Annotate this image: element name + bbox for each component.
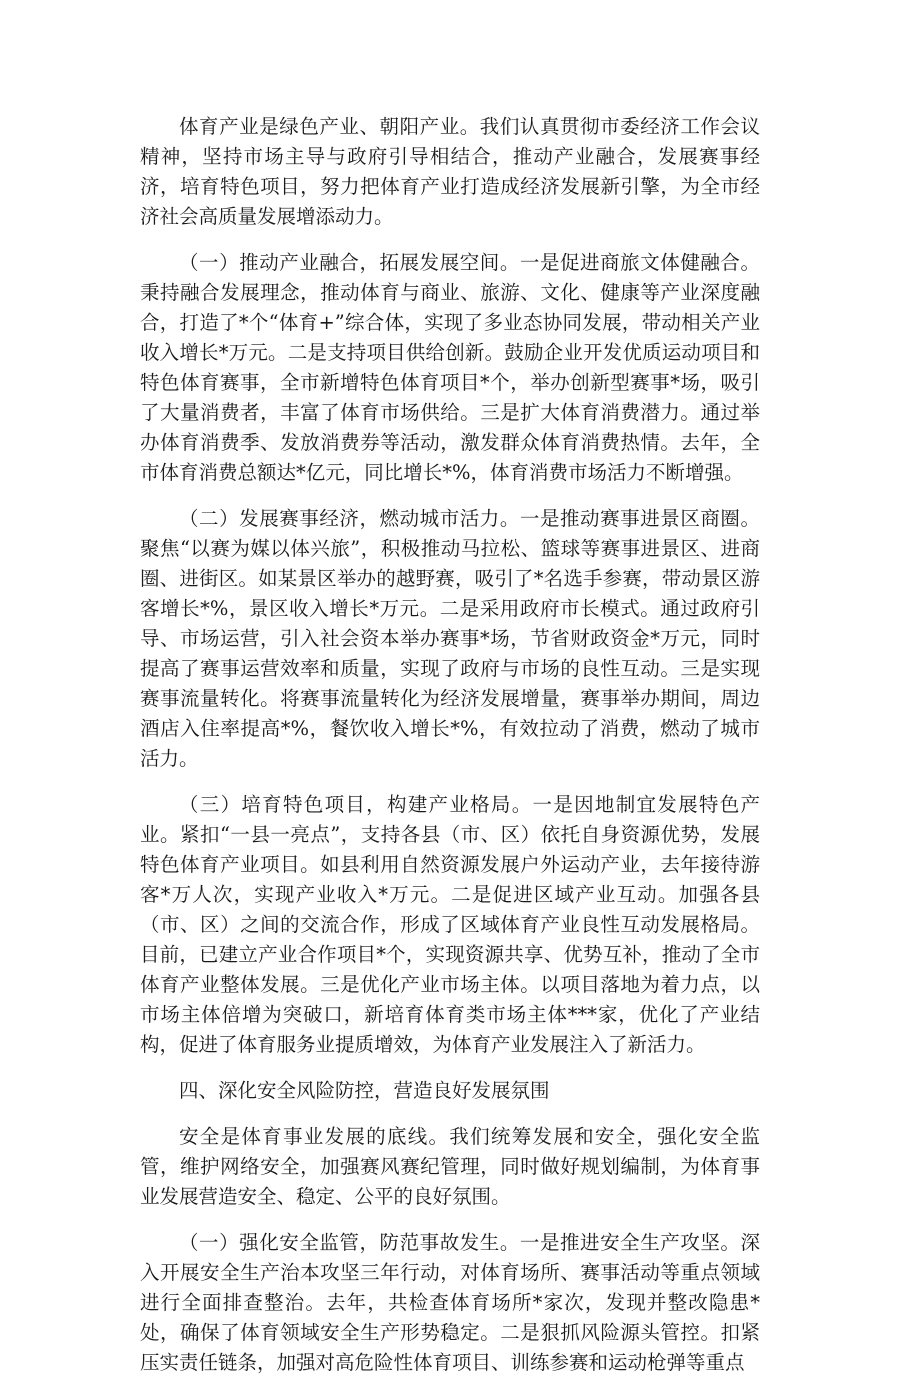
- paragraph-industry-integration: （一）推动产业融合，拓展发展空间。一是促进商旅文体健融合。秉持融合发展理念，推动体育与商业、旅游、文化、健康等产业深度融合，打造了*个“体育+”综合体，实现了多业态协同发展，带动相关产业收入增长*万元。二是支持项目供给创新。鼓励企业开发优质运动项目和特色体育赛事，全市新增特色体育项目*个，举办创新型赛事*场，吸引了大量消费者，丰富了体育市场供给。三是扩大体育消费潜力。通过举办体育消费季、发放消费券等活动，激发群众体育消费热情。去年，全市体育消费总额达*亿元，同比增长*%，体育消费市场活力不断增强。: [140, 251, 760, 484]
- paragraph-safety-supervision: （一）强化安全监管，防范事故发生。一是推进安全生产攻坚。深入开展安全生产治本攻坚三年行动，对体育场所、赛事活动等重点领域进行全面排查整治。去年，共检查体育场所*家次，发现并整改隐患*处，确保了体育领域安全生产形势稳定。二是狠抓风险源头管控。扣紧压实责任链条，加强对高危险性体育项目、训练参赛和运动枪弹等重点: [140, 1231, 760, 1374]
- paragraph-safety-intro: 安全是体育事业发展的底线。我们统筹发展和安全，强化安全监管，维护网络安全，加强赛风赛纪管理，同时做好规划编制，为体育事业发展营造安全、稳定、公平的良好氛围。: [140, 1125, 760, 1208]
- section-heading-safety: 四、深化安全风险防控，营造良好发展氛围: [179, 1079, 550, 1102]
- paragraph-intro: 体育产业是绿色产业、朝阳产业。我们认真贯彻市委经济工作会议精神，坚持市场主导与政府引导相结合，推动产业融合，发展赛事经济，培育特色项目，努力把体育产业打造成经济发展新引擎，为全市经济社会高质量发展增添动力。: [140, 115, 760, 228]
- paragraph-featured-projects: （三）培育特色项目，构建产业格局。一是因地制宜发展特色产业。紧扣“一县一亮点”，支持各县（市、区）依托自身资源优势，发展特色体育产业项目。如县利用自然资源发展户外运动产业，去年接待游客*万人次，实现产业收入*万元。二是促进区域产业互动。加强各县（市、区）之间的交流合作，形成了区域体育产业良性互动发展格局。目前，已建立产业合作项目*个，实现资源共享、优势互补，推动了全市体育产业整体发展。三是优化产业市场主体。以项目落地为着力点，以市场主体倍增为突破口，新培育体育类市场主体***家，优化了产业结构，促进了体育服务业提质增效，为体育产业发展注入了新活力。: [140, 793, 760, 1056]
- paragraph-event-economy: （二）发展赛事经济，燃动城市活力。一是推动赛事进景区商圈。聚焦“以赛为媒以体兴旅”，积极推动马拉松、篮球等赛事进景区、进商圈、进街区。如某景区举办的越野赛，吸引了*名选手参赛，带动景区游客增长*%，景区收入增长*万元。二是采用政府市长模式。通过政府引导、市场运营，引入社会资本举办赛事*场，节省财政资金*万元，同时提高了赛事运营效率和质量，实现了政府与市场的良性互动。三是实现赛事流量转化。将赛事流量转化为经济发展增量，赛事举办期间，周边酒店入住率提高*%，餐饮收入增长*%，有效拉动了消费，燃动了城市活力。: [140, 507, 760, 770]
